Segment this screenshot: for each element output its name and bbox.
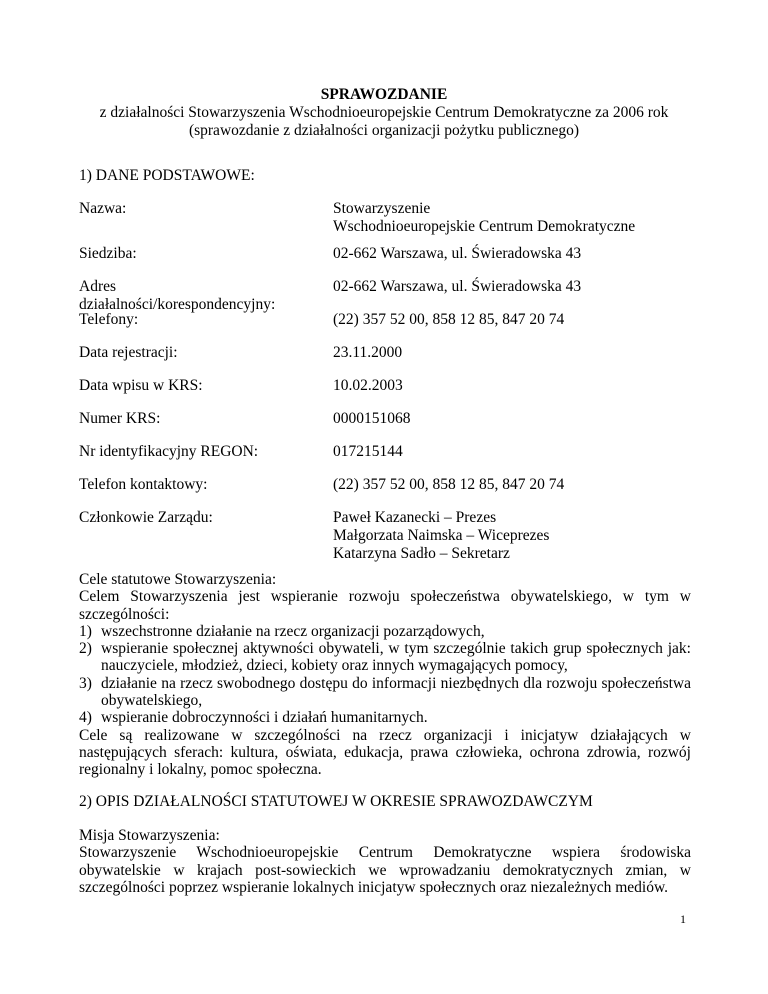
field-value xyxy=(333,344,713,362)
field-label: Nr identyfikacyjny REGON: xyxy=(79,443,259,460)
field-value-line: Katarzyna Sadło – Sekretarz xyxy=(333,545,510,562)
field-value-line: 23.11.2000 xyxy=(333,344,403,361)
list-number: 2) xyxy=(79,640,92,658)
goals-list xyxy=(79,623,691,727)
section-1-heading: 1) DANE PODSTAWOWE: xyxy=(79,167,255,184)
field-value-line: 10.02.2003 xyxy=(333,377,403,394)
field-value-line: Paweł Kazanecki – Prezes xyxy=(333,509,497,526)
field-value xyxy=(333,311,713,329)
list-number: 3) xyxy=(79,674,92,692)
mission-heading: Misja Stowarzyszenia: xyxy=(79,827,220,844)
goals-heading: Cele statutowe Stowarzyszenia: xyxy=(79,571,277,588)
field-label: Data rejestracji: xyxy=(79,344,178,361)
field-label: Nazwa: xyxy=(79,200,127,217)
list-item xyxy=(79,675,691,710)
goals-closing: Cele są realizowane w szczególności na rzecz organizacji i inicjatyw działających w następujących sferach: kultura, oświata, edukacja, prawa człowieka, ochrona zdrowia, rozwój regionalny i lokalny, pomoc społeczna. xyxy=(79,726,691,779)
document-note: (sprawozdanie z działalności organizacji pożytku publicznego) xyxy=(188,122,580,139)
list-number: 1) xyxy=(79,622,92,640)
field-label: Telefony: xyxy=(79,311,139,328)
field-value xyxy=(333,377,713,395)
list-item xyxy=(79,709,691,726)
list-item xyxy=(79,640,691,675)
field-value-line: (22) 357 52 00, 858 12 85, 847 20 74 xyxy=(333,476,565,493)
list-item-text: działanie na rzecz swobodnego dostępu do informacji niezbędnych dla rozwoju społeczeństwa obywatelskiego, xyxy=(101,674,691,710)
list-item-text: wszechstronne działanie na rzecz organizacji pozarządowych, xyxy=(101,622,485,640)
goals-intro: Celem Stowarzyszenia jest wspieranie rozwoju społeczeństwa obywatelskiego, w tym w szczególności: xyxy=(79,588,691,623)
list-item xyxy=(79,623,691,640)
mission-block xyxy=(79,827,691,896)
field-value xyxy=(333,476,713,494)
document-title: SPRAWOZDANIE xyxy=(320,86,448,103)
field-value-line: 0000151068 xyxy=(333,410,411,427)
field-value-line: Wschodnioeuropejskie Centrum Demokratyczne xyxy=(333,218,636,235)
field-label: Członkowie Zarządu: xyxy=(79,509,213,526)
field-value-line: Stowarzyszenie xyxy=(333,200,431,217)
list-item-text: wspieranie dobroczynności i działań humanitarnych. xyxy=(101,709,428,727)
page-number: 1 xyxy=(680,912,686,926)
list-number: 4) xyxy=(79,709,92,727)
field-value-line: Małgorzata Naimska – Wiceprezes xyxy=(333,527,550,544)
section-2-heading: 2) OPIS DZIAŁALNOŚCI STATUTOWEJ W OKRESIE SPRAWOZDAWCZYM xyxy=(79,793,593,810)
field-value-line: 017215144 xyxy=(333,443,403,460)
document-subtitle: z działalności Stowarzyszenia Wschodnioeuropejskie Centrum Demokratyczne za 2006 rok xyxy=(99,104,669,121)
field-label: Telefon kontaktowy: xyxy=(79,476,208,493)
list-item-text: wspieranie społecznej aktywności obywateli, w tym szczególnie takich grup społecznych jak: nauczyciele, młodzież, dzieci, kobiety oraz innych wymagających pomocy, xyxy=(101,640,691,675)
field-label: Adres działalności/korespondencyjny: xyxy=(79,278,276,313)
document-header xyxy=(60,86,708,140)
field-label: Siedziba: xyxy=(79,245,137,262)
field-value-line: 02-662 Warszawa, ul. Świeradowska 43 xyxy=(333,245,582,262)
field-label: Data wpisu w KRS: xyxy=(79,377,203,394)
field-value-line: (22) 357 52 00, 858 12 85, 847 20 74 xyxy=(333,311,565,328)
mission-text: Stowarzyszenie Wschodnioeuropejskie Centrum Demokratyczne wspiera środowiska obywatelskie w krajach post-sowieckich we wprowadzaniu demokratycznych zmian, w szczególności poprzez wspieranie lokalnych inicjatyw społecznych oraz niezależnych mediów. xyxy=(79,844,691,896)
field-label: Numer KRS: xyxy=(79,410,161,427)
field-value-line: 02-662 Warszawa, ul. Świeradowska 43 xyxy=(333,278,582,295)
statutory-goals xyxy=(79,571,691,779)
field-value xyxy=(333,509,713,563)
field-value xyxy=(333,278,713,296)
field-value xyxy=(333,410,713,428)
field-value xyxy=(333,245,713,263)
field-value xyxy=(333,200,713,236)
field-value xyxy=(333,443,713,461)
